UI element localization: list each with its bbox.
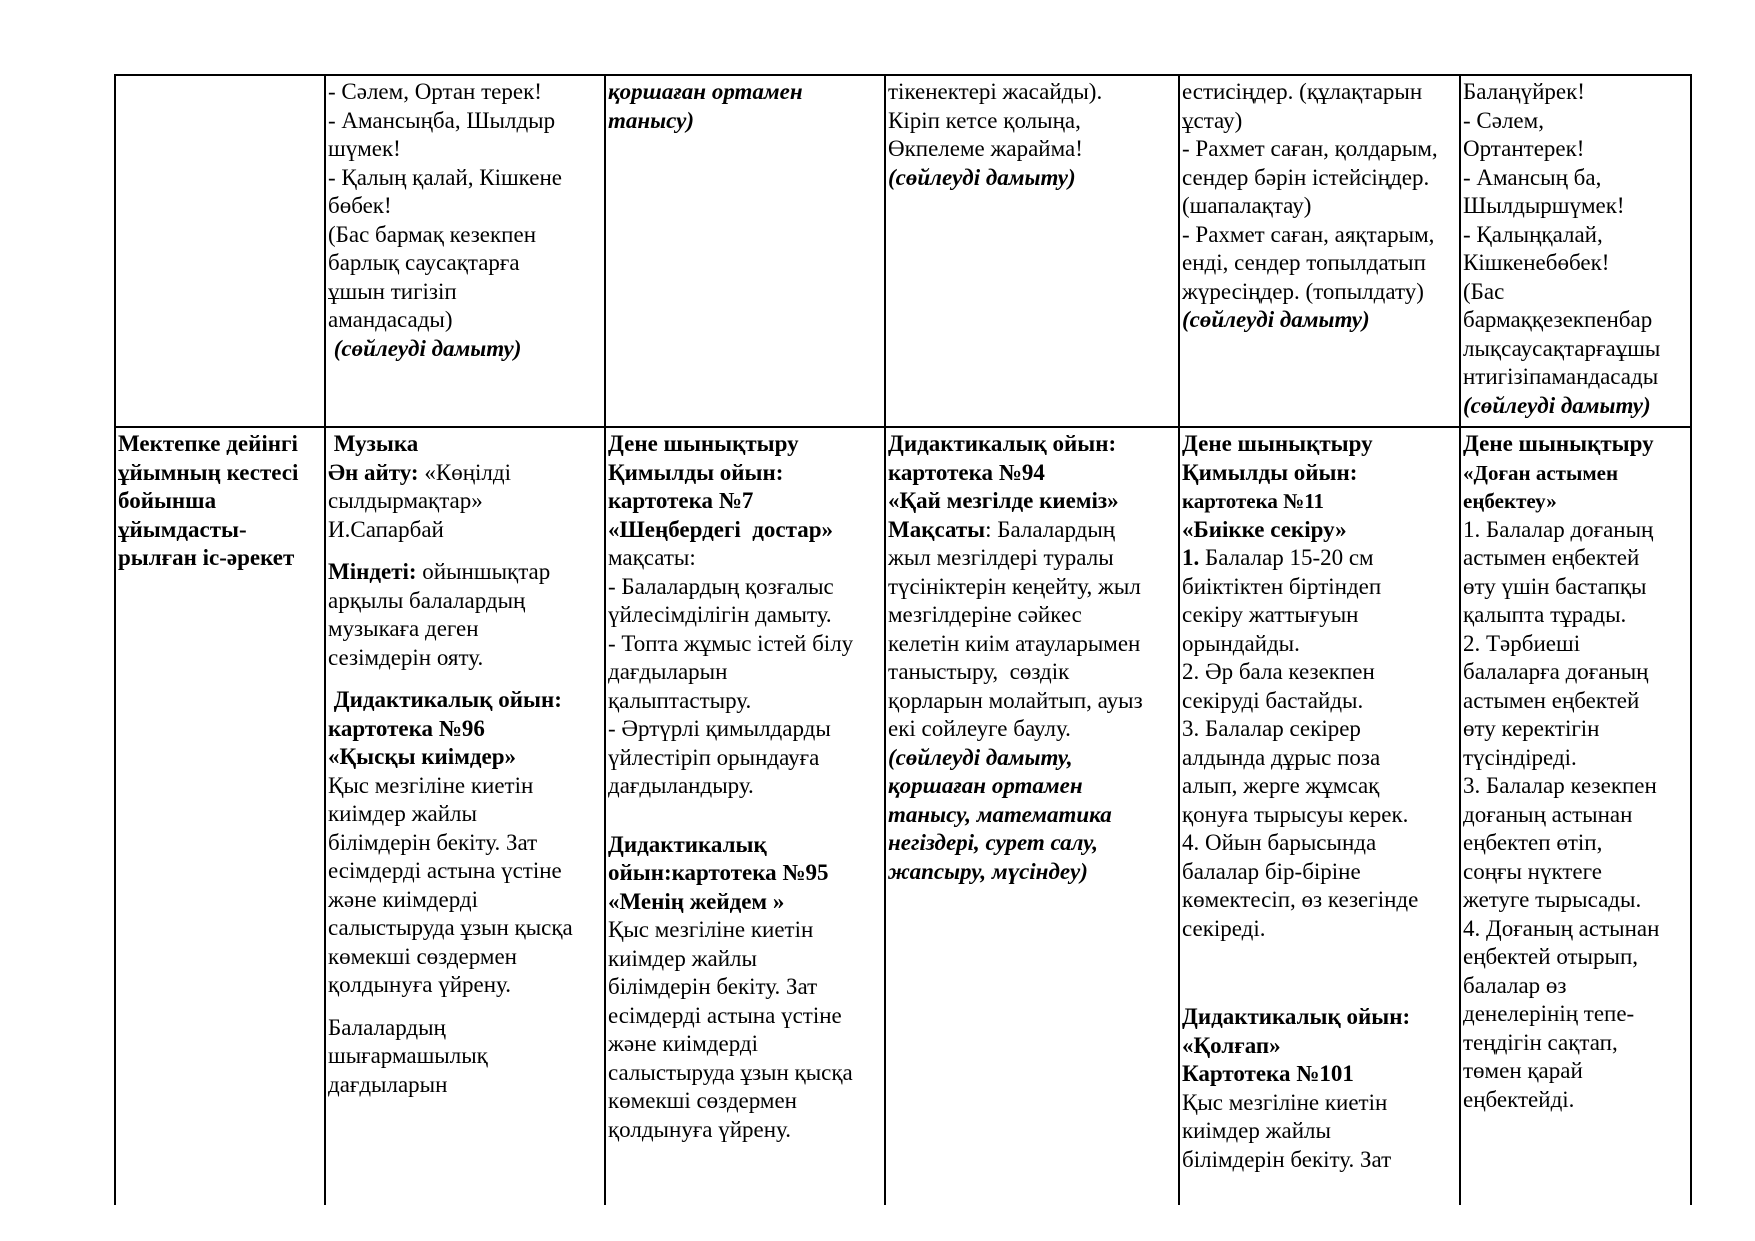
- cell-text-line: балалар бір-біріне: [1182, 858, 1361, 884]
- table-cell: [1179, 75, 1460, 427]
- cell-text-line: картотека №11: [1182, 489, 1325, 513]
- cell-text-line: еңбектей отырып,: [1463, 944, 1639, 969]
- cell-text-line: рылған іс-әрекет: [118, 545, 295, 570]
- cell-text-line: арқылы балалардың: [328, 587, 526, 613]
- cell-text-line: «Биікке секіру»: [1182, 516, 1347, 542]
- cell-text-line: Дидактикалық ойын:: [1182, 1004, 1411, 1029]
- cell-text-line: дағдыларын: [328, 1071, 448, 1097]
- cell-text-line: Картотека №101: [1182, 1061, 1354, 1086]
- label-text: Балалар 15-20 см: [1199, 545, 1374, 570]
- cell-text-line: Балалардың: [328, 1014, 446, 1040]
- cell-text-line: келетін киім атауларымен: [888, 630, 1141, 656]
- cell-text-line: 2. Әр бала кезекпен: [1182, 659, 1375, 684]
- cell-text-line: қалыпта тұрады.: [1463, 602, 1627, 627]
- spacer: [1182, 943, 1457, 973]
- lesson-plan-table: [114, 74, 1692, 1205]
- cell-text-line: 3. Балалар кезекпен: [1463, 773, 1657, 798]
- cell-text-line: киімдер жайлы: [608, 945, 757, 971]
- cell-text-line: амандасады): [328, 307, 453, 332]
- cell-text-line: салыстыруда ұзын қысқа: [328, 915, 573, 940]
- cell-text-line: (сөйлеуді дамыту,: [888, 744, 1073, 770]
- cell-text-line: доғаның астынан: [1463, 801, 1633, 827]
- cell-text-line: екі сойлеуге баулу.: [888, 716, 1071, 741]
- cell-text-line: Дене шынықтыру: [608, 431, 799, 456]
- cell-text-line: Дене шынықтыру: [1182, 431, 1373, 456]
- cell-text-line: - Сәлем, Ортан терек!: [328, 79, 542, 104]
- cell-text-line: лықсаусақтарғаұшы: [1463, 335, 1661, 361]
- cell-text-line: Қыс мезгіліне киетін: [328, 772, 534, 798]
- cell-text-line: естисіңдер. (құлақтарын: [1182, 79, 1423, 104]
- cell-text-line: алдында дұрыс поза: [1182, 744, 1381, 770]
- cell-text-line: денелерінің тепе-: [1463, 1001, 1635, 1026]
- table-cell: [605, 75, 885, 427]
- cell-text-line: нтигізіпамандасады: [1463, 364, 1659, 389]
- cell-text-line: Балаңүйрек!: [1463, 79, 1585, 104]
- cell-text-line: - Қалыңқалай,: [1463, 221, 1603, 247]
- cell-text-line: дағдыландыру.: [608, 773, 754, 798]
- table-cell: [115, 427, 325, 1205]
- cell-text-line: түсіндіреді.: [1463, 744, 1577, 770]
- cell-text-line: 4. Ойын барысында: [1182, 830, 1377, 855]
- table-cell: [1460, 75, 1691, 427]
- cell-text-line: және киімдерді: [608, 1031, 758, 1056]
- spacer: [1182, 973, 1457, 1003]
- label-text: «Көңілді: [418, 459, 511, 485]
- cell-text-line: ұйымдасты-: [118, 516, 247, 542]
- cell-text-line: қонуға тырысуы керек.: [1182, 801, 1409, 827]
- cell-text-line: қолдынуға үйрену.: [328, 972, 511, 997]
- cell-text-line: бөбек!: [328, 193, 392, 218]
- cell-text-line: көмектесіп, өз кезегінде: [1182, 887, 1419, 912]
- cell-text-line: - Әртүрлі қимылдарды: [608, 716, 831, 741]
- cell-text-line: Қыс мезгіліне киетін: [608, 917, 814, 942]
- cell-text-line: танысу, математика: [888, 801, 1112, 827]
- cell-text-line: соңғы нүктеге: [1463, 858, 1602, 884]
- cell-text-line: теңдігін сақтап,: [1463, 1029, 1618, 1055]
- cell-text-line: Кішкенебөбек!: [1463, 250, 1610, 275]
- cell-text-line: білімдерін бекіту. Зат: [608, 974, 818, 999]
- cell-text-line: Дидактикалық ойын:: [328, 687, 562, 712]
- cell-text-line: мезгілдеріне сәйкес: [888, 602, 1082, 627]
- cell-text-line: - Сәлем,: [1463, 107, 1544, 133]
- bold-label: Ән айту:: [328, 459, 419, 485]
- cell-text-line: ұшын тигізіп: [328, 278, 457, 304]
- table-cell: [885, 427, 1179, 1205]
- cell-text-line: 1. Балалар доғаның: [1463, 516, 1654, 542]
- cell-text-line: (сөйлеуді дамыту): [888, 164, 1076, 190]
- spacer: [328, 1000, 602, 1014]
- cell-text-line: ұстау): [1182, 107, 1243, 133]
- table-cell: [885, 75, 1179, 427]
- cell-text-line: жыл мезгілдері туралы: [888, 545, 1114, 570]
- cell-text-line: Өкпелеме жарайма!: [888, 136, 1083, 161]
- table-cell: [1179, 427, 1460, 1205]
- bold-label: 1.: [1182, 545, 1200, 570]
- cell-text-line: Музыка: [328, 431, 419, 456]
- cell-text-line: биіктіктен біртіндеп: [1182, 573, 1382, 599]
- cell-text-line: Шылдыршүмек!: [1463, 193, 1625, 218]
- cell-text-line: жапсыру, мүсіндеу): [888, 858, 1088, 884]
- cell-text-line: «Қысқы киімдер»: [328, 744, 516, 769]
- cell-text-line: Дидактикалық: [608, 831, 767, 857]
- cell-text-line: түсініктерін кеңейту, жыл: [888, 573, 1141, 599]
- cell-text-line: [888, 516, 1176, 545]
- cell-text-line: секіреді.: [1182, 915, 1266, 941]
- cell-text-line: еңбектеу»: [1463, 489, 1557, 513]
- cell-text-line: бойынша: [118, 488, 217, 513]
- cell-text-line: есімдерді астына үстіне: [328, 858, 562, 883]
- cell-text-line: 4. Доғаның астынан: [1463, 915, 1660, 941]
- cell-text-line: барлық саусақтарға: [328, 250, 520, 275]
- cell-text-line: өту үшін бастапқы: [1463, 573, 1647, 599]
- cell-text-line: Дидактикалық ойын:: [888, 431, 1117, 456]
- cell-text-line: «Қолғап»: [1182, 1032, 1281, 1058]
- cell-text-line: Қимылды ойын:: [608, 459, 784, 485]
- cell-text-line: қорларын молайтып, ауыз: [888, 687, 1143, 713]
- cell-text-line: Ортантерек!: [1463, 136, 1585, 161]
- cell-text-line: - Амансыңба, Шылдыр: [328, 107, 556, 133]
- cell-text-line: Мектепке дейінгі: [118, 431, 298, 456]
- cell-text-line: - Амансың ба,: [1463, 164, 1602, 190]
- cell-text-line: Қимылды ойын:: [1182, 459, 1358, 485]
- table-cell: [325, 427, 605, 1205]
- cell-text-line: негіздері, сурет салу,: [888, 830, 1098, 855]
- table-cell: [115, 75, 325, 427]
- cell-text-line: ұйымның кестесі: [118, 459, 299, 485]
- cell-text-line: [328, 558, 602, 587]
- cell-text-line: шығармашылық: [328, 1043, 488, 1068]
- cell-text-line: бармаққезекпенбар: [1463, 307, 1653, 332]
- cell-text-line: 3. Балалар секірер: [1182, 716, 1361, 741]
- cell-text-line: ойын:картотека №95: [608, 860, 829, 885]
- cell-text-line: «Доған астымен: [1463, 460, 1619, 485]
- cell-text-line: «Шеңбердегі достар»: [608, 516, 834, 542]
- cell-text-line: шүмек!: [328, 136, 401, 161]
- table-cell: [325, 75, 605, 427]
- cell-text-line: Кіріп кетсе қолыңа,: [888, 107, 1081, 133]
- cell-text-line: (сөйлеуді дамыту): [1182, 307, 1370, 332]
- cell-text-line: - Рахмет саған, қолдарым,: [1182, 136, 1438, 161]
- bold-label: Міндеті:: [328, 559, 417, 584]
- cell-text-line: киімдер жайлы: [1182, 1118, 1331, 1143]
- cell-text-line: балаларға доғаның: [1463, 659, 1649, 684]
- cell-text-line: еңбектейді.: [1463, 1086, 1575, 1112]
- cell-text-line: үйлесімділігін дамыту.: [608, 602, 832, 627]
- label-text: ойыншықтар: [416, 559, 551, 584]
- cell-text-line: астымен еңбектей: [1463, 687, 1640, 713]
- cell-text-line: - Қалың қалай, Кішкене: [328, 164, 562, 190]
- cell-text-line: көмекші сөздермен: [328, 943, 517, 969]
- cell-text-line: «Менің жейдем »: [608, 888, 785, 914]
- cell-text-line: (Бас: [1463, 278, 1505, 304]
- label-text: : Балалардың: [985, 516, 1116, 542]
- cell-text-line: картотека №7: [608, 488, 754, 513]
- spacer: [328, 544, 602, 558]
- cell-text-line: (сөйлеуді дамыту): [328, 335, 522, 361]
- cell-text-line: (Бас бармақ кезекпен: [328, 221, 537, 247]
- cell-text-line: есімдерді астына үстіне: [608, 1002, 842, 1028]
- cell-text-line: алып, жерге жұмсақ: [1182, 773, 1380, 798]
- cell-text-line: музыкаға деген: [328, 616, 479, 641]
- cell-text-line: қолдынуға үйрену.: [608, 1116, 791, 1142]
- cell-text-line: сендер бәрін істейсіңдер.: [1182, 164, 1430, 190]
- cell-text-line: Қыс мезгіліне киетін: [1182, 1089, 1388, 1115]
- cell-text-line: қоршаған ортамен: [888, 773, 1083, 798]
- cell-text-line: төмен қарай: [1463, 1058, 1583, 1083]
- cell-text-line: үйлестіріп орындауға: [608, 744, 820, 770]
- cell-text-line: мақсаты:: [608, 545, 696, 570]
- cell-text-line: киімдер жайлы: [328, 801, 477, 826]
- cell-text-line: және киімдерді: [328, 886, 478, 912]
- cell-text-line: сезімдерін ояту.: [328, 644, 484, 670]
- cell-text-line: 2. Тәрбиеші: [1463, 630, 1581, 656]
- cell-text-line: картотека №96: [328, 715, 485, 741]
- cell-text-line: танысу): [608, 107, 695, 133]
- cell-text-line: білімдерін бекіту. Зат: [328, 829, 538, 855]
- cell-text-line: көмекші сөздермен: [608, 1088, 797, 1113]
- cell-text-line: [1182, 544, 1457, 573]
- cell-text-line: таныстыру, сөздік: [888, 659, 1070, 684]
- cell-text-line: (сөйлеуді дамыту): [1463, 392, 1651, 418]
- cell-text-line: секіруді бастайды.: [1182, 687, 1364, 713]
- cell-text-line: сылдырмақтар»: [328, 488, 483, 513]
- cell-text-line: [328, 459, 602, 488]
- cell-text-line: білімдерін бекіту. Зат: [1182, 1146, 1392, 1172]
- cell-text-line: енді, сендер топылдатып: [1182, 250, 1426, 275]
- cell-text-line: (шапалақтау): [1182, 193, 1312, 218]
- cell-text-line: қалыптастыру.: [608, 687, 752, 713]
- cell-text-line: салыстыруда ұзын қысқа: [608, 1059, 853, 1085]
- cell-text-line: - Рахмет саған, аяқтарым,: [1182, 221, 1435, 247]
- cell-text-line: орындайды.: [1182, 630, 1300, 656]
- cell-text-line: картотека №94: [888, 459, 1045, 485]
- cell-text-line: дағдыларын: [608, 659, 728, 684]
- cell-text-line: өту керектігін: [1463, 716, 1600, 741]
- cell-text-line: еңбектеп өтіп,: [1463, 830, 1603, 855]
- cell-text-line: - Топта жұмыс істей білу: [608, 630, 854, 656]
- cell-text-line: тікенектері жасайды).: [888, 79, 1103, 104]
- cell-text-line: секіру жаттығуын: [1182, 602, 1359, 627]
- cell-text-line: астымен еңбектей: [1463, 545, 1640, 570]
- table-row: [115, 427, 1691, 1205]
- cell-text-line: қоршаған ортамен: [608, 79, 803, 104]
- table-cell: [605, 427, 885, 1205]
- cell-text-line: И.Сапарбай: [328, 516, 444, 542]
- cell-text-line: жүресіңдер. (топылдату): [1182, 278, 1424, 304]
- table-row: [115, 75, 1691, 427]
- table-cell: [1460, 427, 1691, 1205]
- spacer: [608, 801, 882, 831]
- bold-label: Мақсаты: [888, 516, 986, 542]
- cell-text-line: - Балалардың қозғалыс: [608, 573, 834, 599]
- cell-text-line: «Қай мезгілде киеміз»: [888, 488, 1119, 513]
- cell-text-line: балалар өз: [1463, 972, 1567, 998]
- cell-text-line: Дене шынықтыру: [1463, 431, 1654, 456]
- spacer: [328, 672, 602, 686]
- cell-text-line: жетуге тырысады.: [1463, 887, 1642, 912]
